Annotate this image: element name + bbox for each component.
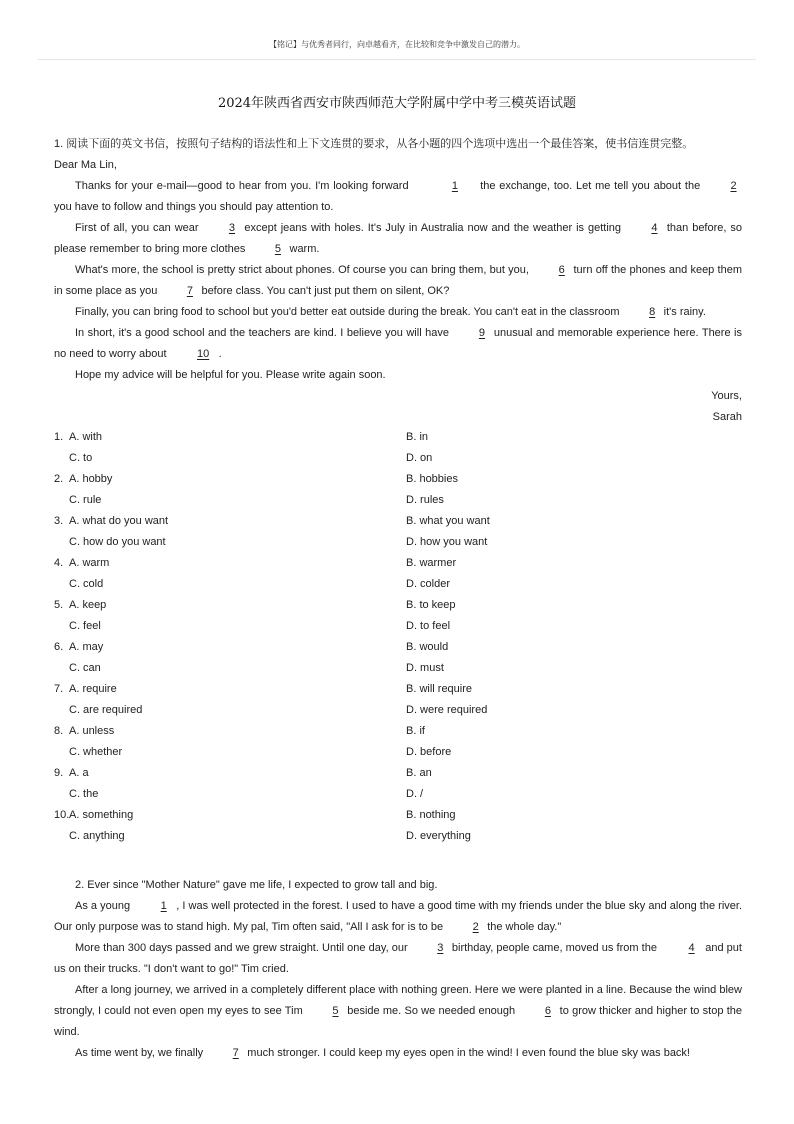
- letter-closing: Yours,: [711, 390, 742, 402]
- blank-2: 2: [730, 180, 737, 192]
- blank-4: 4: [651, 222, 658, 234]
- section-2-passage: [54, 875, 742, 1064]
- option-a[interactable]: A. require: [69, 683, 117, 695]
- section-1-options: [54, 427, 742, 847]
- question-number: 10.: [54, 809, 70, 821]
- question-9-row-cd: [54, 784, 742, 805]
- question-8-row-cd: [54, 742, 742, 763]
- question-6-row-cd: [54, 658, 742, 679]
- option-d[interactable]: D. colder: [406, 578, 451, 590]
- option-d[interactable]: D. were required: [406, 704, 488, 716]
- letter-greeting: Dear Ma Lin,: [54, 159, 117, 171]
- option-b[interactable]: B. will require: [406, 683, 473, 695]
- letter-paragraph-3: What's more, the school is pretty strict about phones. Of course you can bring them, but you, 6 turn off the phones and keep them in some place as you 7 before class. You can't just put them on silent, OK?: [54, 260, 742, 302]
- question-number: 8.: [54, 725, 64, 737]
- letter-signature: Sarah: [712, 411, 742, 423]
- option-a[interactable]: A. a: [69, 767, 89, 779]
- question-10-row-ab: [54, 805, 742, 826]
- question-10-row-cd: [54, 826, 742, 847]
- option-c[interactable]: C. can: [69, 662, 101, 674]
- letter-paragraph-1: Thanks for your e-mail—good to hear from you. I'm looking forward 1 the exchange, too. Let me tell you about the 2 you have to follow and things you should pay attention to.: [54, 176, 742, 218]
- option-b[interactable]: B. if: [406, 725, 425, 737]
- blank-6: 6: [544, 1005, 551, 1017]
- option-b[interactable]: B. in: [406, 431, 429, 443]
- blank-6: 6: [558, 264, 565, 276]
- question-2-row-ab: [54, 469, 742, 490]
- question-4-row-cd: [54, 574, 742, 595]
- option-d[interactable]: D. /: [406, 788, 424, 800]
- option-b[interactable]: B. an: [406, 767, 432, 779]
- option-c[interactable]: C. whether: [69, 746, 123, 758]
- question-5-row-ab: [54, 595, 742, 616]
- question-3-row-cd: [54, 532, 742, 553]
- option-d[interactable]: D. how you want: [406, 536, 488, 548]
- question-4-row-ab: [54, 553, 742, 574]
- option-d[interactable]: D. must: [406, 662, 444, 674]
- option-c[interactable]: C. feel: [69, 620, 101, 632]
- question-number: 6.: [54, 641, 64, 653]
- story-paragraph-3: More than 300 days passed and we grew straight. Until one day, our 3 birthday, people came, moved us from the 4 and put us on their trucks. "I don't want to go!" Tim cried.: [54, 938, 742, 980]
- blank-7: 7: [232, 1047, 239, 1059]
- blank-4: 4: [688, 942, 695, 954]
- question-9-row-ab: [54, 763, 742, 784]
- section-1-instruction: 1. 阅读下面的英文书信，按照句子结构的语法性和上下文连贯的要求，从各小题的四个选项中选出一个最佳答案，使书信连贯完整。: [54, 138, 694, 150]
- question-number: 9.: [54, 767, 64, 779]
- blank-10: 10: [196, 348, 210, 360]
- option-b[interactable]: B. would: [406, 641, 449, 653]
- story-paragraph-4: After a long journey, we arrived in a completely different place with nothing green. Here we were planted in a line. Because the wind blew strongly, I could not even open my eyes to see Tim 5 beside me. So we needed enough 6 to grow thicker and higher to stop the wind.: [54, 984, 742, 1038]
- option-c[interactable]: C. anything: [69, 830, 125, 842]
- section-1-passage: [54, 134, 742, 428]
- question-1-row-cd: [54, 448, 742, 469]
- blank-7: 7: [186, 285, 193, 297]
- option-d[interactable]: D. rules: [406, 494, 444, 506]
- option-d[interactable]: D. before: [406, 746, 452, 758]
- option-b[interactable]: B. nothing: [406, 809, 456, 821]
- story-paragraph-1: 2. Ever since "Mother Nature" gave me life, I expected to grow tall and big.: [75, 879, 438, 891]
- option-a[interactable]: A. unless: [69, 725, 115, 737]
- question-number: 3.: [54, 515, 64, 527]
- header-note: 【铭记】与优秀者同行，向卓越看齐，在比较和竞争中激发自己的潜力。: [269, 40, 525, 49]
- question-3-row-ab: [54, 511, 742, 532]
- option-d[interactable]: D. to feel: [406, 620, 451, 632]
- option-c[interactable]: C. the: [69, 788, 99, 800]
- option-b[interactable]: B. to keep: [406, 599, 456, 611]
- blank-5: 5: [332, 1005, 339, 1017]
- blank-5: 5: [274, 243, 281, 255]
- blank-1: 1: [451, 180, 458, 192]
- option-c[interactable]: C. cold: [69, 578, 104, 590]
- option-b[interactable]: B. hobbies: [406, 473, 458, 485]
- document-title: 2024年陕西省西安市陕西师范大学附属中学中考三模英语试题: [217, 96, 577, 111]
- blank-3: 3: [437, 942, 444, 954]
- option-c[interactable]: C. are required: [69, 704, 143, 716]
- letter-paragraph-4: Finally, you can bring food to school but you'd better eat outside during the break. You can't eat in the classroom 8 it's rainy.: [54, 302, 742, 323]
- blank-9: 9: [478, 327, 485, 339]
- question-number: 1.: [54, 431, 64, 443]
- option-a[interactable]: A. what do you want: [69, 515, 169, 527]
- option-c[interactable]: C. to: [69, 452, 93, 464]
- letter-paragraph-6: Hope my advice will be helpful for you. Please write again soon.: [75, 369, 386, 381]
- blank-1: 1: [160, 900, 167, 912]
- blank-2: 2: [472, 921, 479, 933]
- question-7-row-ab: [54, 679, 742, 700]
- story-paragraph-5: As time went by, we finally 7 much stronger. I could keep my eyes open in the wind! I even found the blue sky was back!: [54, 1043, 742, 1064]
- question-number: 5.: [54, 599, 64, 611]
- letter-paragraph-2: First of all, you can wear 3 except jeans with holes. It's July in Australia now and the weather is getting 4 than before, so please remember to bring more clothes 5 warm.: [54, 218, 742, 260]
- question-1-row-ab: [54, 427, 742, 448]
- blank-3: 3: [228, 222, 236, 234]
- question-7-row-cd: [54, 700, 742, 721]
- option-a[interactable]: A. keep: [69, 599, 107, 611]
- option-d[interactable]: D. everything: [406, 830, 471, 842]
- option-a[interactable]: A. with: [69, 431, 103, 443]
- blank-8: 8: [649, 306, 656, 318]
- story-paragraph-2: As a young 1 , I was well protected in the forest. I used to have a good time with my friends under the blue sky and along the river. Our only purpose was to stand high. My pal, Tim often said, "All I ask for is to be 2 the whole day.": [54, 896, 742, 938]
- option-c[interactable]: C. rule: [69, 494, 102, 506]
- question-6-row-ab: [54, 637, 742, 658]
- option-a[interactable]: A. may: [69, 641, 104, 653]
- question-2-row-cd: [54, 490, 742, 511]
- question-number: 2.: [54, 473, 64, 485]
- option-a[interactable]: A. something: [69, 809, 134, 821]
- option-a[interactable]: A. hobby: [69, 473, 113, 485]
- question-8-row-ab: [54, 721, 742, 742]
- question-number: 7.: [54, 683, 64, 695]
- question-number: 4.: [54, 557, 64, 569]
- letter-paragraph-5: In short, it's a good school and the teachers are kind. I believe you will have 9 unusual and memorable experience here. There is no need to worry about 10 .: [54, 323, 742, 365]
- option-c[interactable]: C. how do you want: [69, 536, 166, 548]
- option-b[interactable]: B. what you want: [406, 515, 490, 527]
- question-5-row-cd: [54, 616, 742, 637]
- option-b[interactable]: B. warmer: [406, 557, 457, 569]
- header-divider: [38, 59, 756, 60]
- option-a[interactable]: A. warm: [69, 557, 110, 569]
- option-d[interactable]: D. on: [406, 452, 433, 464]
